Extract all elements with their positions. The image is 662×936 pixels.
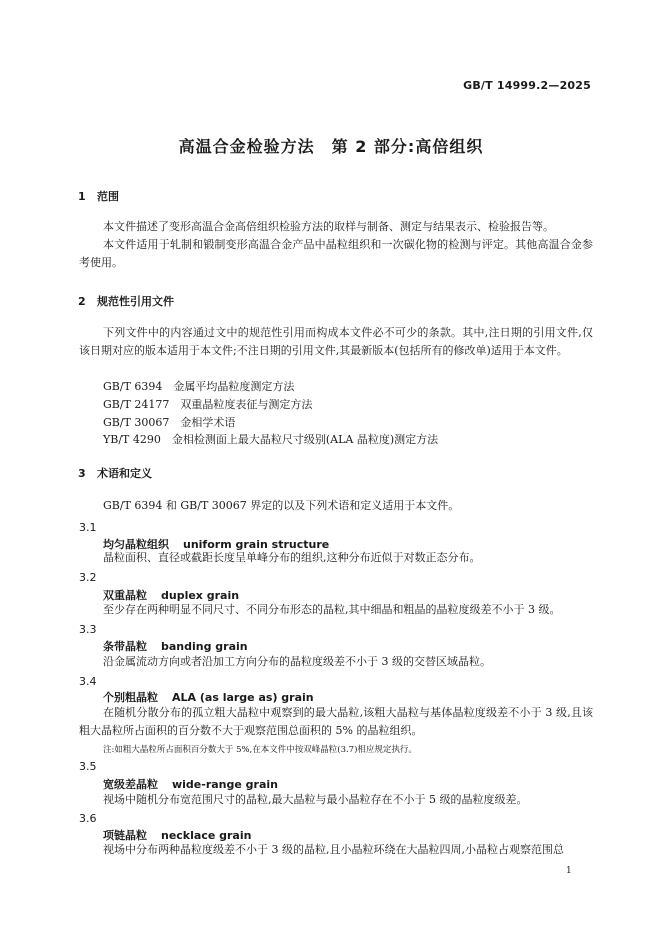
term-name-en: uniform grain structure [183,538,330,551]
term-definition: 视场中随机分布宽范围尺寸的晶粒,最大晶粒与最小晶粒存在不小于 5 级的晶粒度级差。 [103,793,528,806]
section-number: 2 [78,295,86,308]
section-title: 范围 [97,190,119,203]
term-name [103,689,314,705]
term-definition: 沿金属流动方向或者沿加工方向分布的晶粒度级差不小于 3 级的交替区域晶粒。 [103,655,491,668]
term-number: 3.6 [79,812,97,825]
term-name-zh: 双重晶粒 [103,589,147,602]
scope-paragraph-1: 本文件描述了变形高温合金高倍组织检验方法的取样与制备、测定与结果表示、检验报告等。 [103,220,554,233]
term-number: 3.2 [79,571,97,584]
term-name-en: banding grain [161,640,248,653]
term-name [103,776,278,792]
reference-item: GB/T 30067 金相学术语 [103,416,236,429]
term-note: 注:如粗大晶粒所占面积百分数大于 5%,在本文件中按双峰晶粒(3.7)相应规定执行。 [103,745,417,755]
section-heading-terms [78,465,152,481]
term-name-zh: 均匀晶粒组织 [103,538,169,551]
normative-intro: 下列文件中的内容通过文中的规范性引用而构成本文件必不可少的条款。其中,注日期的引用文件,仅该日期对应的版本适用于本文件;不注日期的引用文件,其最新版本(包括所有的修改单)适用于本文件。 [79,326,593,357]
term-definition: 视场中分布两种晶粒度级差不小于 3 级的晶粒,且小晶粒环绕在大晶粒四周,小晶粒占观察范围总 [103,843,564,856]
term-number: 3.1 [79,521,97,534]
term-name-zh: 宽级差晶粒 [103,778,158,791]
term-name [103,638,248,654]
term-name-en: necklace grain [161,829,252,842]
term-number: 3.3 [79,623,97,636]
term-name-en: wide-range grain [172,778,278,791]
reference-item: GB/T 6394 金属平均晶粒度测定方法 [103,380,295,393]
section-heading-normative [78,293,174,309]
standard-code: GB/T 14999.2—2025 [463,79,591,92]
scope-paragraph-2: 本文件适用于轧制和锻制变形高温合金产品中晶粒组织和一次碳化物的检测与评定。其他高温合金参考使用。 [79,238,593,269]
terms-intro: GB/T 6394 和 GB/T 30067 界定的以及下列术语和定义适用于本文件。 [103,499,460,512]
term-number: 3.5 [79,760,97,773]
term-name-zh: 个别粗晶粒 [103,691,158,704]
term-name-en: duplex grain [161,589,240,602]
section-title: 规范性引用文件 [97,295,174,308]
section-number: 1 [78,190,86,203]
term-name-zh: 条带晶粒 [103,640,147,653]
term-definition: 晶粒面积、直径或截距长度呈单峰分布的组织,这种分布近似于对数正态分布。 [103,551,481,564]
document-title: 高温合金检验方法 第 2 部分:高倍组织 [178,137,484,156]
section-number: 3 [78,467,86,480]
page-number: 1 [566,866,572,876]
term-definition: 至少存在两种明显不同尺寸、不同分布形态的晶粒,其中细晶和粗晶的晶粒度级差不小于 3 级。 [103,603,561,616]
reference-item: YB/T 4290 金相检测面上最大晶粒尺寸级别(ALA 晶粒度)测定方法 [103,433,439,446]
section-heading-scope [78,188,119,204]
term-definition: 在随机分散分布的孤立粗大晶粒中观察到的最大晶粒,该粗大晶粒与基体晶粒度级差不小于 3 级,且该粗大晶粒所占面积的百分数不大于观察范围总面积的 5% 的晶粒组织。 [79,706,593,737]
term-number: 3.4 [79,675,97,688]
section-title: 术语和定义 [97,467,152,480]
term-name-en: ALA (as large as) grain [172,691,314,704]
reference-item: GB/T 24177 双重晶粒度表征与测定方法 [103,398,313,411]
term-name-zh: 项链晶粒 [103,829,147,842]
